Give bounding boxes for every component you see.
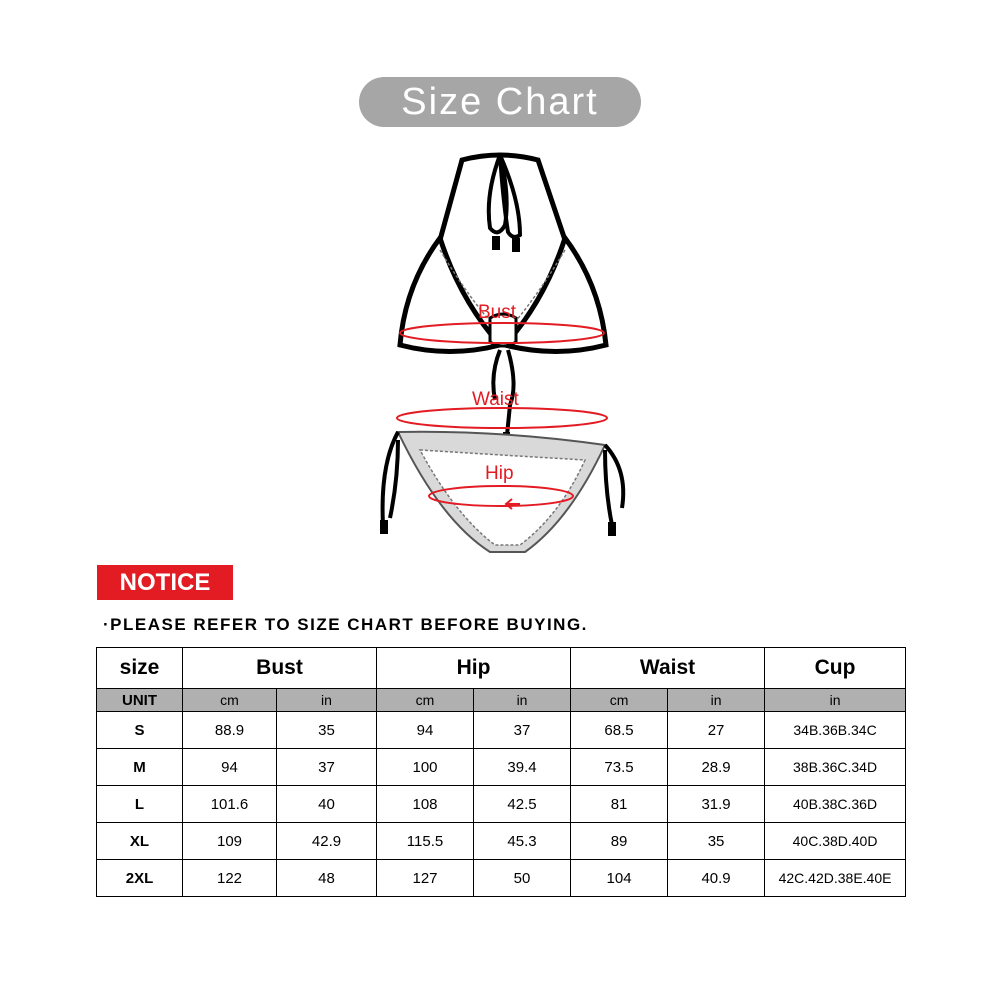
table-cell: 81 [571, 786, 668, 823]
table-cell: 100 [377, 749, 474, 786]
table-cell: 39.4 [474, 749, 571, 786]
table-cell: 115.5 [377, 823, 474, 860]
size-cell: L [97, 786, 183, 823]
table-cell: 27 [668, 712, 765, 749]
table-row [97, 823, 906, 860]
table-header-row [97, 648, 906, 689]
table-cell: 73.5 [571, 749, 668, 786]
hip-header: Hip [377, 648, 571, 689]
unit-cell: cm [183, 689, 277, 712]
table-cell: 40 [277, 786, 377, 823]
table-cell: 122 [183, 860, 277, 897]
table-cell: 42.9 [277, 823, 377, 860]
cup-cell: 42C.42D.38E.40E [765, 860, 906, 897]
table-cell: 94 [377, 712, 474, 749]
table-cell: 108 [377, 786, 474, 823]
table-row [97, 749, 906, 786]
table-row [97, 860, 906, 897]
cup-cell: 40C.38D.40D [765, 823, 906, 860]
table-cell: 40.9 [668, 860, 765, 897]
table-cell: 35 [668, 823, 765, 860]
size-table [96, 647, 906, 897]
table-cell: 127 [377, 860, 474, 897]
unit-cell: in [277, 689, 377, 712]
cup-cell: 34B.36B.34C [765, 712, 906, 749]
cup-header: Cup [765, 648, 906, 689]
bikini-bottom [380, 432, 623, 552]
table-row [97, 712, 906, 749]
notice-text: ·PLEASE REFER TO SIZE CHART BEFORE BUYING. [103, 615, 588, 634]
table-row [97, 786, 906, 823]
table-cell: 28.9 [668, 749, 765, 786]
unit-label: UNIT [97, 689, 183, 712]
table-cell: 42.5 [474, 786, 571, 823]
halter-ties [440, 155, 565, 252]
unit-cell: cm [571, 689, 668, 712]
notice-badge: NOTICE [97, 565, 233, 600]
size-cell: M [97, 749, 183, 786]
unit-cell: in [474, 689, 571, 712]
table-cell: 89 [571, 823, 668, 860]
table-cell: 31.9 [668, 786, 765, 823]
table-cell: 37 [277, 749, 377, 786]
table-cell: 45.3 [474, 823, 571, 860]
table-cell: 101.6 [183, 786, 277, 823]
cup-cell: 40B.38C.36D [765, 786, 906, 823]
unit-row [97, 689, 906, 712]
table-cell: 50 [474, 860, 571, 897]
size-cell: XL [97, 823, 183, 860]
table-cell: 37 [474, 712, 571, 749]
bikini-top [400, 238, 606, 352]
table-cell: 109 [183, 823, 277, 860]
waist-header: Waist [571, 648, 765, 689]
size-cell: 2XL [97, 860, 183, 897]
page-title: Size Chart [359, 77, 641, 127]
unit-cell: cm [377, 689, 474, 712]
bust-header: Bust [183, 648, 377, 689]
cup-cell: 38B.36C.34D [765, 749, 906, 786]
table-cell: 48 [277, 860, 377, 897]
table-cell: 35 [277, 712, 377, 749]
hip-label: Hip [485, 463, 514, 484]
unit-cell: in [668, 689, 765, 712]
bust-label: Bust [478, 302, 517, 323]
table-cell: 68.5 [571, 712, 668, 749]
size-header: size [97, 648, 183, 689]
waist-label: Waist [472, 389, 519, 410]
table-cell: 104 [571, 860, 668, 897]
unit-cell: in [765, 689, 906, 712]
table-cell: 88.9 [183, 712, 277, 749]
table-cell: 94 [183, 749, 277, 786]
size-cell: S [97, 712, 183, 749]
